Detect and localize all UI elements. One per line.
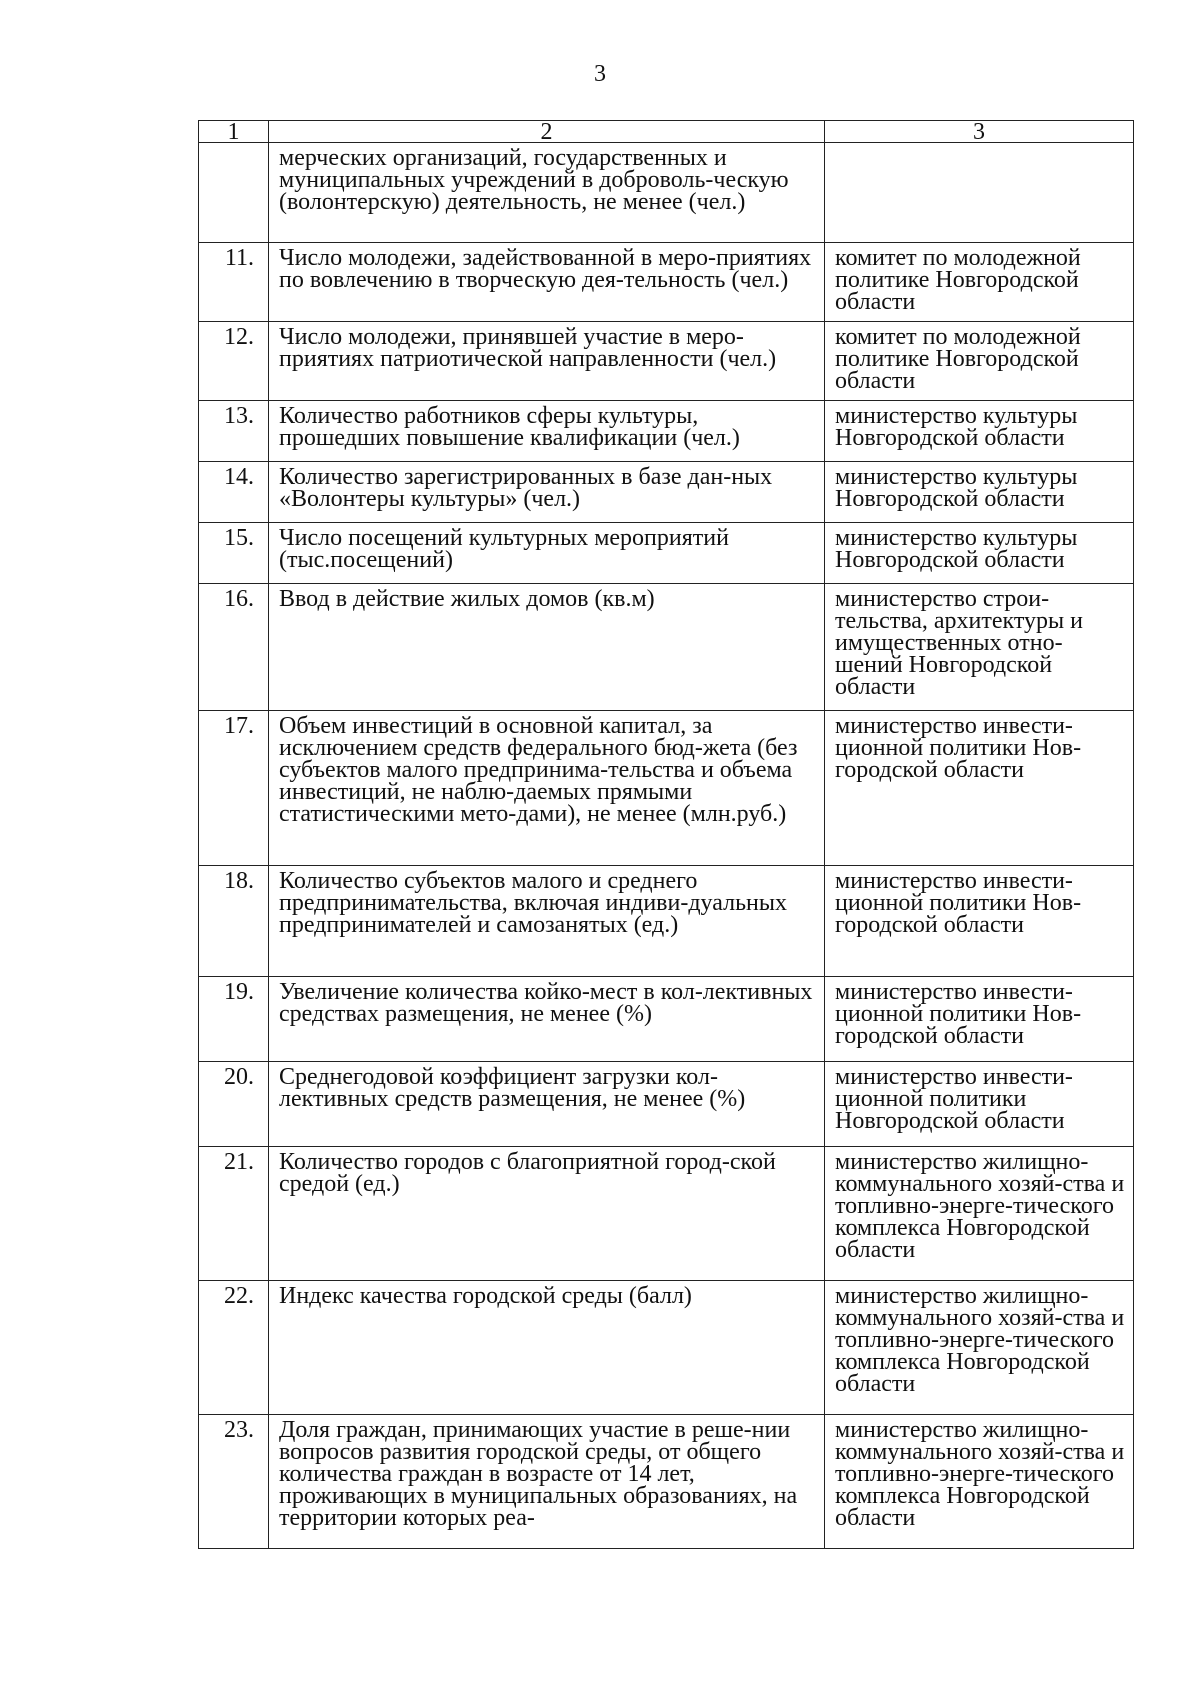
indicator-cell: Ввод в действие жилых домов (кв.м) — [269, 584, 825, 711]
indicator-cell: Доля граждан, принимающих участие в реше-нии вопросов развития городской среды, от общего количества граждан в возрасте от 14 лет, проживающих в муниципальных образованиях, на территории которых реа- — [269, 1415, 825, 1549]
table-row — [199, 1281, 1134, 1415]
row-number: 18. — [199, 866, 269, 977]
table-row — [199, 143, 1134, 243]
indicator-cell: Количество городов с благоприятной город-ской средой (ед.) — [269, 1147, 825, 1281]
table-row — [199, 711, 1134, 866]
indicator-cell: Количество зарегистрированных в базе дан-ных «Волонтеры культуры» (чел.) — [269, 462, 825, 523]
row-number: 11. — [199, 243, 269, 322]
responsible-cell: комитет по молодежной политике Новгородской области — [825, 243, 1134, 322]
responsible-cell: министерство жилищно-коммунального хозяй-ства и топливно-энерге-тического комплекса Новгородской области — [825, 1415, 1134, 1549]
indicator-cell: Объем инвестиций в основной капитал, за исключением средств федерального бюд-жета (без субъектов малого предпринима-тельства и объема инвестиций, не наблю-даемых прямыми статистическими мето-дами), не менее (млн.руб.) — [269, 711, 825, 866]
responsible-cell: министерство строи-тельства, архитектуры и имущественных отно-шений Новгородской области — [825, 584, 1134, 711]
table-row — [199, 977, 1134, 1062]
indicator-cell: Число посещений культурных мероприятий (тыс.посещений) — [269, 523, 825, 584]
table-row — [199, 1062, 1134, 1147]
indicator-cell: Индекс качества городской среды (балл) — [269, 1281, 825, 1415]
row-number: 16. — [199, 584, 269, 711]
row-number: 17. — [199, 711, 269, 866]
table-row — [199, 584, 1134, 711]
indicator-cell: Число молодежи, принявшей участие в меро-приятиях патриотической направленности (чел.) — [269, 322, 825, 401]
row-number: 21. — [199, 1147, 269, 1281]
table-row — [199, 322, 1134, 401]
indicator-cell: Количество работников сферы культуры, прошедших повышение квалификации (чел.) — [269, 401, 825, 462]
indicator-cell: Число молодежи, задействованной в меро-приятиях по вовлечению в творческую дея-тельность (чел.) — [269, 243, 825, 322]
responsible-cell: министерство жилищно-коммунального хозяй-ства и топливно-энерге-тического комплекса Новгородской области — [825, 1281, 1134, 1415]
responsible-cell: министерство инвести-ционной политики Новгородской области — [825, 1062, 1134, 1147]
row-number — [199, 143, 269, 243]
indicator-cell: Среднегодовой коэффициент загрузки кол-лективных средств размещения, не менее (%) — [269, 1062, 825, 1147]
responsible-cell: комитет по молодежной политике Новгородской области — [825, 322, 1134, 401]
column-header-responsible: 3 — [825, 121, 1134, 143]
row-number: 23. — [199, 1415, 269, 1549]
row-number: 13. — [199, 401, 269, 462]
responsible-cell: министерство инвести-ционной политики Нов-городской области — [825, 866, 1134, 977]
table-row — [199, 866, 1134, 977]
indicator-cell: Количество субъектов малого и среднего предпринимательства, включая индиви-дуальных предпринимателей и самозанятых (ед.) — [269, 866, 825, 977]
indicator-cell: Увеличение количества койко-мест в кол-лективных средствах размещения, не менее (%) — [269, 977, 825, 1062]
indicators-table — [198, 120, 1134, 1549]
column-header-indicator: 2 — [269, 121, 825, 143]
row-number: 20. — [199, 1062, 269, 1147]
row-number: 14. — [199, 462, 269, 523]
responsible-cell: министерство культуры Новгородской области — [825, 462, 1134, 523]
table-row — [199, 243, 1134, 322]
row-number: 15. — [199, 523, 269, 584]
table-row — [199, 462, 1134, 523]
responsible-cell — [825, 143, 1134, 243]
responsible-cell: министерство жилищно-коммунального хозяй-ства и топливно-энерге-тического комплекса Новгородской области — [825, 1147, 1134, 1281]
page-number: 3 — [594, 61, 606, 87]
table-row — [199, 1147, 1134, 1281]
column-header-number: 1 — [199, 121, 269, 143]
table-row — [199, 523, 1134, 584]
responsible-cell: министерство культуры Новгородской области — [825, 401, 1134, 462]
table-row — [199, 1415, 1134, 1549]
responsible-cell: министерство инвести-ционной политики Нов-городской области — [825, 977, 1134, 1062]
responsible-cell: министерство культуры Новгородской области — [825, 523, 1134, 584]
row-number: 19. — [199, 977, 269, 1062]
table-row — [199, 401, 1134, 462]
indicator-cell: мерческих организаций, государственных и муниципальных учреждений в доброволь-ческую (волонтерскую) деятельность, не менее (чел.) — [269, 143, 825, 243]
responsible-cell: министерство инвести-ционной политики Нов-городской области — [825, 711, 1134, 866]
row-number: 12. — [199, 322, 269, 401]
table-header-row — [199, 121, 1134, 143]
row-number: 22. — [199, 1281, 269, 1415]
